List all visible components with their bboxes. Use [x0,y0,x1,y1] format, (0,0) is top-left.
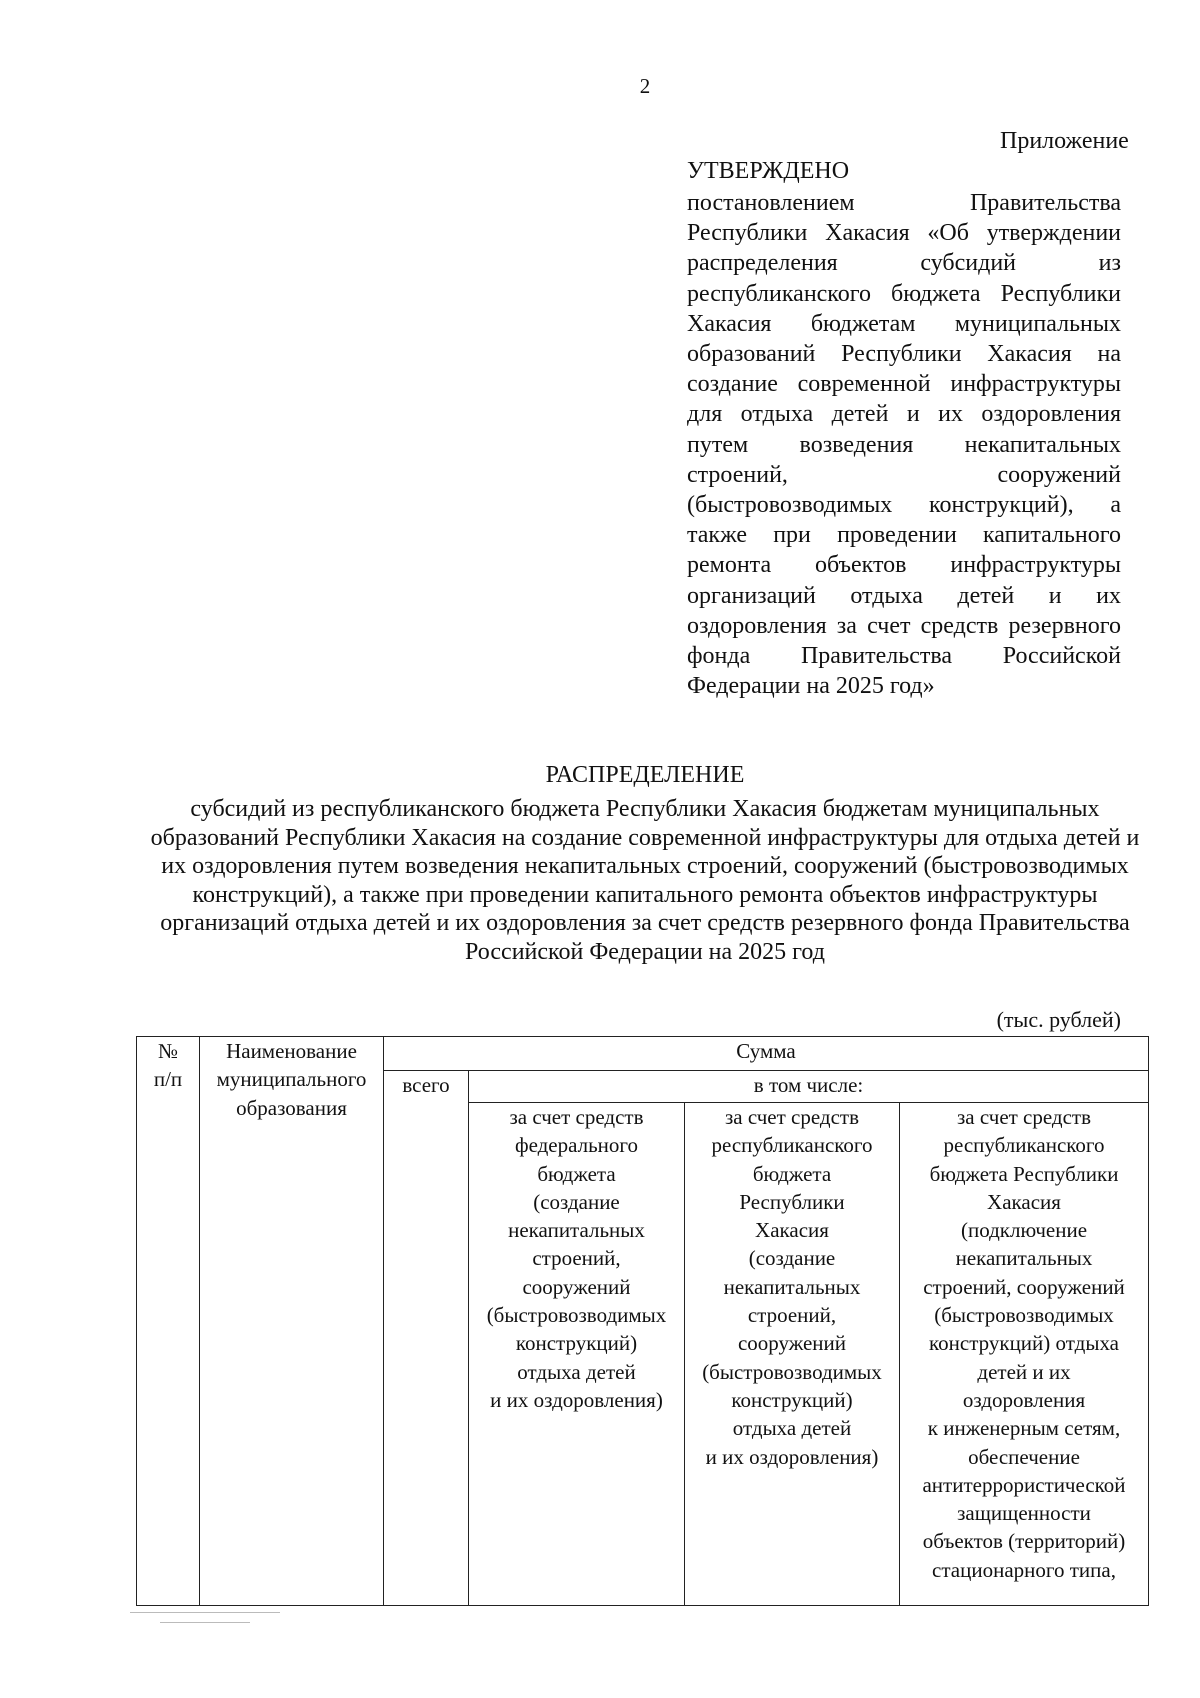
header-federal-budget: за счет средств федерального бюджета (создание некапитальных строений, сооружений (быстровозводимых конструкций) отдыха детей и их оздоровления) [469,1103,685,1606]
header-municipality-name: Наименование муниципального образования [200,1037,384,1606]
unit-label: (тыс. рублей) [996,1007,1121,1032]
document-subtitle: субсидий из республиканского бюджета Республики Хакасия бюджетам муниципальных образований Республики Хакасия на создание современной инфраструктуры для отдыха детей и их оздоровления путем возведения некапитальных строений, сооружений (быстровозводимых конструкций), а также при проведении капитального ремонта объектов инфраструктуры организаций отдыха детей и их оздоровления за счет средств резервного фонда Правительства Российской Федерации на 2025 год [150,796,1140,965]
header-sum: Сумма [384,1037,1149,1071]
scan-artifact [160,1622,250,1623]
distribution-table [136,1036,1149,1606]
scan-artifact [130,1612,280,1613]
header-engineering-connection: за счет средств республиканского бюджета Республики Хакасия (подключение некапитальных строений, сооружений (быстровозводимых конструкций) отдыха детей и их оздоровления к инженерным сетям, обеспечение антитеррористической защищенности объектов (территорий) стационарного типа, [900,1103,1149,1606]
header-total: всего [384,1071,469,1606]
header-including: в том числе: [469,1071,1149,1103]
approval-text: постановлением Правительства Республики Хакасия «Об утверждении распределения субсидий из республиканского бюджета Республики Хакасия бюджетам муниципальных образований Республики Хакасия на создание современной инфраструктуры для отдыха детей и их оздоровления путем возведения некапитальных строений, сооружений (быстровозводимых конструкций), а также при проведении капитального ремонта объектов инфраструктуры организаций отдыха детей и их оздоровления за счет средств резервного фонда Правительства Российской Федерации на 2025 год» [687,190,1121,700]
document-title: РАСПРЕДЕЛЕНИЕ [545,762,745,788]
header-number: № п/п [137,1037,200,1606]
header-republican-budget: за счет средств республиканского бюджета Республики Хакасия (создание некапитальных строений, сооружений (быстровозводимых конструкций) отдыха детей и их оздоровления) [685,1103,900,1606]
appendix-label: Приложение [1000,128,1129,154]
approval-stamp-heading: УТВЕРЖДЕНО [687,158,850,184]
page-number: 2 [639,74,651,98]
